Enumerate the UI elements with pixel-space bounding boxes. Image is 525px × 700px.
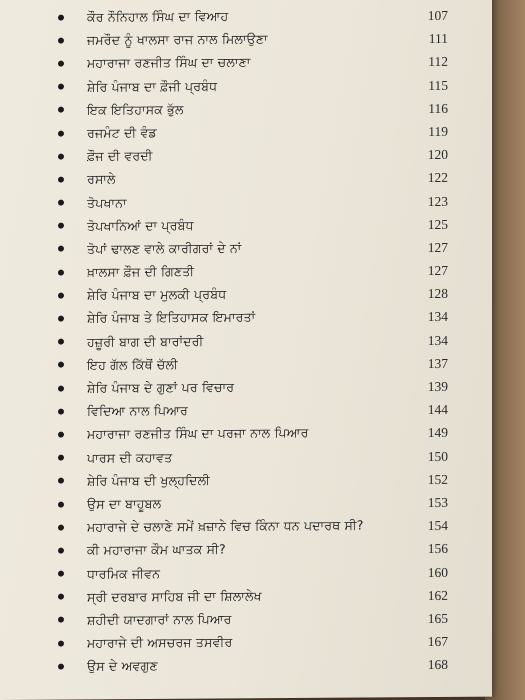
- toc-entry: [0, 559, 470, 585]
- toc-entry: [0, 49, 470, 75]
- toc-entry-page-number: 167: [427, 633, 448, 650]
- toc-entry-title: ਵਿਦਿਆ ਨਾਲ ਪਿਆਰ: [87, 402, 188, 419]
- toc-entry: [0, 420, 470, 446]
- bullet-icon: [58, 339, 64, 345]
- toc-entry-title: ਪਾਰਸ ਦੀ ਕਹਾਵਤ: [87, 449, 173, 465]
- toc-entry-title: ਸ਼ਹੀਦੀ ਯਾਦਗਾਰਾਂ ਨਾਲ ਪਿਆਰ: [87, 611, 232, 628]
- toc-entry-title: ਮਹਾਰਾਜੇ ਦੇ ਚਲਾਣੇ ਸਮੇਂ ਖ਼ਜ਼ਾਨੇ ਵਿਚ ਕਿੰਨਾ ਧਨ ਪਦਾਰਥ ਸੀ?: [87, 517, 364, 535]
- toc-entry-title: ਮਹਾਰਾਜਾ ਰਣਜੀਤ ਸਿੰਘ ਦਾ ਚਲਾਣਾ: [87, 54, 251, 71]
- bullet-icon: [58, 571, 64, 577]
- bullet-icon: [58, 84, 64, 90]
- toc-entry-title: ਸ਼ੇਰਿ ਪੰਜਾਬ ਦੇ ਗੁਣਾਂ ਪਰ ਵਿਚਾਰ: [87, 379, 235, 396]
- toc-entry-title: ਮਹਾਰਾਜਾ ਰਣਜੀਤ ਸਿੰਘ ਦਾ ਪਰਜਾ ਨਾਲ ਪਿਆਰ: [87, 425, 309, 442]
- toc-entry-page-number: 107: [427, 7, 448, 24]
- bullet-icon: [58, 385, 64, 391]
- bullet-icon: [58, 640, 64, 646]
- toc-entry: [0, 3, 470, 29]
- toc-entry-title: ਸ਼ੇਰਿ ਪੰਜਾਬ ਦਾ ਫ਼ੌਜੀ ਪ੍ਰਬੰਧ: [87, 78, 218, 94]
- toc-entry-page-number: 127: [427, 262, 448, 279]
- toc-entry-page-number: 168: [427, 657, 448, 673]
- toc-entry: [0, 652, 470, 678]
- toc-entry-title: ਰਸਾਲੇ: [87, 171, 116, 187]
- toc-entry-page-number: 125: [427, 216, 448, 232]
- toc-entry-page-number: 154: [427, 517, 448, 534]
- bullet-icon: [58, 455, 64, 461]
- toc-entry-title: ਸ਼ੇਰਿ ਪੰਜਾਬ ਦੀ ਖੁਲ੍ਹਦਿਲੀ: [87, 472, 211, 489]
- toc-entry-page-number: 122: [427, 170, 448, 186]
- toc-entry-title: ਕੌਰ ਨੌਨਿਹਾਲ ਸਿੰਘ ਦਾ ਵਿਆਹ: [87, 8, 229, 25]
- bullet-icon: [58, 292, 64, 298]
- toc-entry-page-number: 152: [427, 471, 448, 487]
- toc-entry: [0, 188, 470, 214]
- toc-entry-page-number: 127: [427, 239, 448, 255]
- toc-entry-title: ਕੀ ਮਹਾਰਾਜਾ ਕੌਮ ਘਾਤਕ ਸੀ?: [87, 541, 226, 558]
- toc-entry-title: ਤੋਪਾਂ ਢਾਲਣ ਵਾਲੇ ਕਾਰੀਗਰਾਂ ਦੇ ਨਾਂ: [87, 240, 242, 257]
- toc-entry: [0, 142, 470, 168]
- toc-entry: [0, 258, 470, 284]
- toc-entry-page-number: 120: [427, 146, 448, 163]
- toc-entry: [0, 235, 470, 261]
- toc-entry-page-number: 112: [428, 54, 448, 70]
- bullet-icon: [58, 200, 64, 206]
- toc-entry-title: ਹਜ਼ੂਰੀ ਬਾਗ ਦੀ ਬਾਰਾਂਦਰੀ: [87, 333, 204, 350]
- toc-entry-title: ਧਾਰਮਿਕ ਜੀਵਨ: [87, 565, 161, 581]
- toc-entry: [0, 26, 470, 52]
- bullet-icon: [58, 37, 64, 43]
- toc-entry-page-number: 150: [427, 448, 448, 464]
- toc-entry-title: ਫ਼ੌਜ ਦੀ ਵਰਦੀ: [87, 148, 153, 164]
- toc-entry: [0, 629, 470, 655]
- toc-entry-title: ਉਸ ਦੇ ਅਵਗੁਣ: [87, 658, 158, 674]
- toc-entry-page-number: 134: [427, 332, 448, 348]
- toc-entry: [0, 211, 470, 237]
- toc-entry-title: ਤੋਪਖਾਨਾ: [87, 194, 127, 210]
- toc-entry-page-number: 162: [427, 587, 448, 603]
- toc-entry-title: ਉਸ ਦਾ ਬਾਹੂਬਲ: [87, 495, 162, 512]
- toc-entry: [0, 466, 470, 492]
- toc-entry-title: ਰਜਮੰਟ ਦੀ ਵੰਡ: [87, 124, 157, 141]
- toc-entry-page-number: 116: [428, 100, 448, 116]
- bullet-icon: [58, 547, 64, 553]
- toc-entry-page-number: 139: [427, 378, 448, 395]
- toc-entry: [0, 490, 470, 516]
- toc-entry: [0, 165, 470, 191]
- toc-entry: [0, 72, 470, 98]
- toc-entry-page-number: 149: [427, 425, 448, 441]
- toc-entry: [0, 327, 470, 353]
- toc-entry: [0, 351, 470, 377]
- bullet-icon: [58, 663, 64, 669]
- toc-entry: [0, 304, 470, 330]
- toc-entry-title: ਇਹ ਗੱਲ ਕਿੱਥੋਂ ਚੱਲੀ: [87, 356, 178, 373]
- bullet-icon: [58, 594, 64, 600]
- toc-entry-page-number: 111: [428, 31, 448, 47]
- bullet-icon: [58, 362, 64, 368]
- toc-entry-title: ਇਕ ਇਤਿਹਾਸਕ ਭੁੱਲ: [87, 101, 184, 118]
- bullet-icon: [58, 130, 64, 136]
- toc-entry: [0, 513, 470, 539]
- bullet-icon: [58, 153, 64, 159]
- toc-entry: [0, 582, 470, 608]
- bullet-icon: [58, 478, 64, 484]
- toc-entry-page-number: 165: [427, 610, 448, 626]
- toc-entry-title: ਤੋਪਖਾਨਿਆਂ ਦਾ ਪ੍ਰਬੰਧ: [87, 217, 194, 234]
- toc-entry: [0, 374, 470, 400]
- toc-entry-page-number: 153: [427, 494, 448, 510]
- toc-entry-title: ਸ਼ੇਰਿ ਪੰਜਾਬ ਦਾ ਮੁਲਕੀ ਪ੍ਰਬੰਧ: [87, 286, 227, 303]
- toc-entry: [0, 397, 470, 423]
- bullet-icon: [58, 316, 64, 322]
- bullet-icon: [58, 408, 64, 414]
- bullet-icon: [58, 617, 64, 623]
- toc-entry-page-number: 144: [427, 402, 448, 418]
- toc-entry: [0, 606, 470, 632]
- toc-entry-page-number: 156: [427, 541, 448, 557]
- bullet-icon: [58, 61, 64, 67]
- toc-entry-page-number: 115: [428, 77, 448, 93]
- toc-entry-title: ਮਹਾਰਾਜੇ ਦੀ ਅਸਚਰਜ ਤਸਵੀਰ: [87, 634, 233, 651]
- toc-entry-page-number: 160: [427, 564, 448, 580]
- toc-entry-title: ਜਮਰੌਦ ਨੂੰ ਖਾਲਸਾ ਰਾਜ ਨਾਲ ਮਿਲਾਉਣਾ: [87, 31, 268, 48]
- bullet-icon: [58, 176, 64, 182]
- bullet-icon: [58, 14, 64, 20]
- bullet-icon: [58, 107, 64, 113]
- bullet-icon: [58, 246, 64, 252]
- toc-entry-page-number: 123: [427, 193, 448, 209]
- table-of-contents: [0, 3, 470, 679]
- toc-entry: [0, 281, 470, 307]
- toc-entry: [0, 443, 470, 469]
- toc-entry-title: ਖ਼ਾਲਸਾ ਫ਼ੌਜ ਦੀ ਗਿਣਤੀ: [87, 263, 195, 280]
- toc-entry-page-number: 134: [427, 309, 448, 325]
- toc-entry-page-number: 119: [428, 123, 448, 139]
- bullet-icon: [58, 501, 64, 507]
- bullet-icon: [58, 269, 64, 275]
- toc-entry-page-number: 128: [427, 286, 448, 302]
- bullet-icon: [58, 432, 64, 438]
- toc-entry: [0, 119, 470, 145]
- toc-entry: [0, 536, 470, 562]
- toc-entry-page-number: 137: [427, 355, 448, 371]
- toc-entry-title: ਸ਼ੇਰਿ ਪੰਜਾਬ ਤੇ ਇਤਿਹਾਸਕ ਇਮਾਰਤਾਂ: [87, 309, 256, 326]
- bullet-icon: [58, 524, 64, 530]
- bullet-icon: [58, 223, 64, 229]
- toc-entry-title: ਸ੍ਰੀ ਦਰਬਾਰ ਸਾਹਿਬ ਜੀ ਦਾ ਸ਼ਿਲਾਲੇਖ: [87, 587, 262, 605]
- toc-entry: [0, 95, 470, 121]
